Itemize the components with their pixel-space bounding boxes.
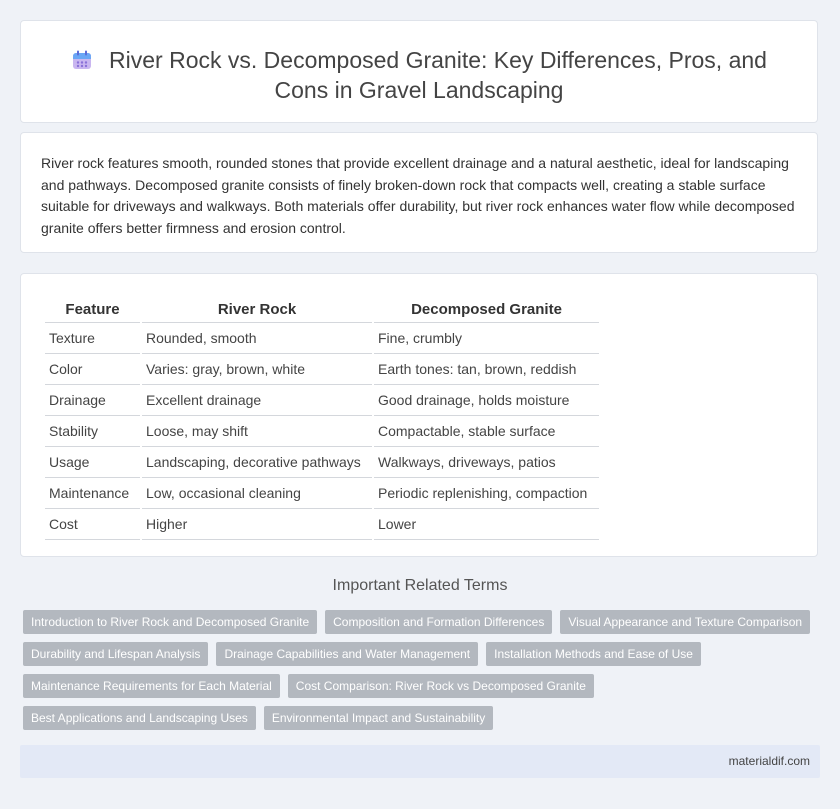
header-card: [20, 20, 818, 123]
comparison-table-card: [20, 273, 818, 557]
table-cell: Maintenance: [45, 478, 140, 509]
table-cell: Higher: [142, 509, 372, 540]
table-cell: Fine, crumbly: [374, 323, 599, 354]
footer-site-link[interactable]: materialdif.com: [728, 754, 810, 768]
table-header-decomposed-granite: Decomposed Granite: [374, 294, 599, 323]
table-cell: Good drainage, holds moisture: [374, 385, 599, 416]
related-term-tag[interactable]: Installation Methods and Ease of Use: [486, 642, 701, 666]
table-row: [45, 509, 599, 540]
table-cell: Low, occasional cleaning: [142, 478, 372, 509]
table-row: [45, 478, 599, 509]
calendar-icon: [71, 49, 93, 71]
related-terms-title: Important Related Terms: [332, 577, 508, 594]
table-cell: Varies: gray, brown, white: [142, 354, 372, 385]
page-title-text: River Rock vs. Decomposed Granite: Key Differences, Pros, and Cons in Gravel Landscaping: [109, 47, 767, 103]
table-cell: Usage: [45, 447, 140, 478]
table-cell: Excellent drainage: [142, 385, 372, 416]
table-cell: Lower: [374, 509, 599, 540]
title-wrap: [61, 45, 777, 105]
table-header-row: [45, 294, 599, 323]
table-row: [45, 416, 599, 447]
table-row: [45, 385, 599, 416]
page-title: [61, 45, 777, 105]
related-term-tag[interactable]: Maintenance Requirements for Each Material: [23, 674, 280, 698]
table-cell: Landscaping, decorative pathways: [142, 447, 372, 478]
comparison-table: [43, 294, 601, 540]
table-header-feature: Feature: [45, 294, 140, 323]
table-row: [45, 447, 599, 478]
table-cell: Earth tones: tan, brown, reddish: [374, 354, 599, 385]
tag-row: [23, 674, 823, 698]
related-terms-tags: [23, 610, 823, 738]
table-cell: Loose, may shift: [142, 416, 372, 447]
table-cell: Color: [45, 354, 140, 385]
related-term-tag[interactable]: Environmental Impact and Sustainability: [264, 706, 493, 730]
table-cell: Rounded, smooth: [142, 323, 372, 354]
table-cell: Periodic replenishing, compaction: [374, 478, 599, 509]
footer: [20, 745, 820, 778]
intro-paragraph: River rock features smooth, rounded stones that provide excellent drainage and a natural aesthetic, ideal for landscaping and pathways. Decomposed granite consists of finely broken-down rock that compacts well, creating a stable surface suitable for driveways and walkways. Both materials offer durability, but river rock enhances water flow while decomposed granite offers better firmness and erosion control.: [41, 155, 795, 236]
table-row: [45, 354, 599, 385]
related-term-tag[interactable]: Visual Appearance and Texture Comparison: [560, 610, 810, 634]
related-term-tag[interactable]: Composition and Formation Differences: [325, 610, 552, 634]
tag-row: [23, 610, 823, 634]
table-row: [45, 323, 599, 354]
table-header-river-rock: River Rock: [142, 294, 372, 323]
tag-row: [23, 642, 823, 666]
table-cell: Drainage: [45, 385, 140, 416]
table-cell: Walkways, driveways, patios: [374, 447, 599, 478]
related-term-tag[interactable]: Drainage Capabilities and Water Management: [216, 642, 478, 666]
related-term-tag[interactable]: Best Applications and Landscaping Uses: [23, 706, 256, 730]
related-term-tag[interactable]: Introduction to River Rock and Decomposed Granite: [23, 610, 317, 634]
table-cell: Compactable, stable surface: [374, 416, 599, 447]
related-term-tag[interactable]: Durability and Lifespan Analysis: [23, 642, 208, 666]
table-cell: Texture: [45, 323, 140, 354]
table-cell: Cost: [45, 509, 140, 540]
related-term-tag[interactable]: Cost Comparison: River Rock vs Decomposed Granite: [288, 674, 594, 698]
tag-row: [23, 706, 823, 730]
table-cell: Stability: [45, 416, 140, 447]
intro-card: [20, 132, 818, 253]
